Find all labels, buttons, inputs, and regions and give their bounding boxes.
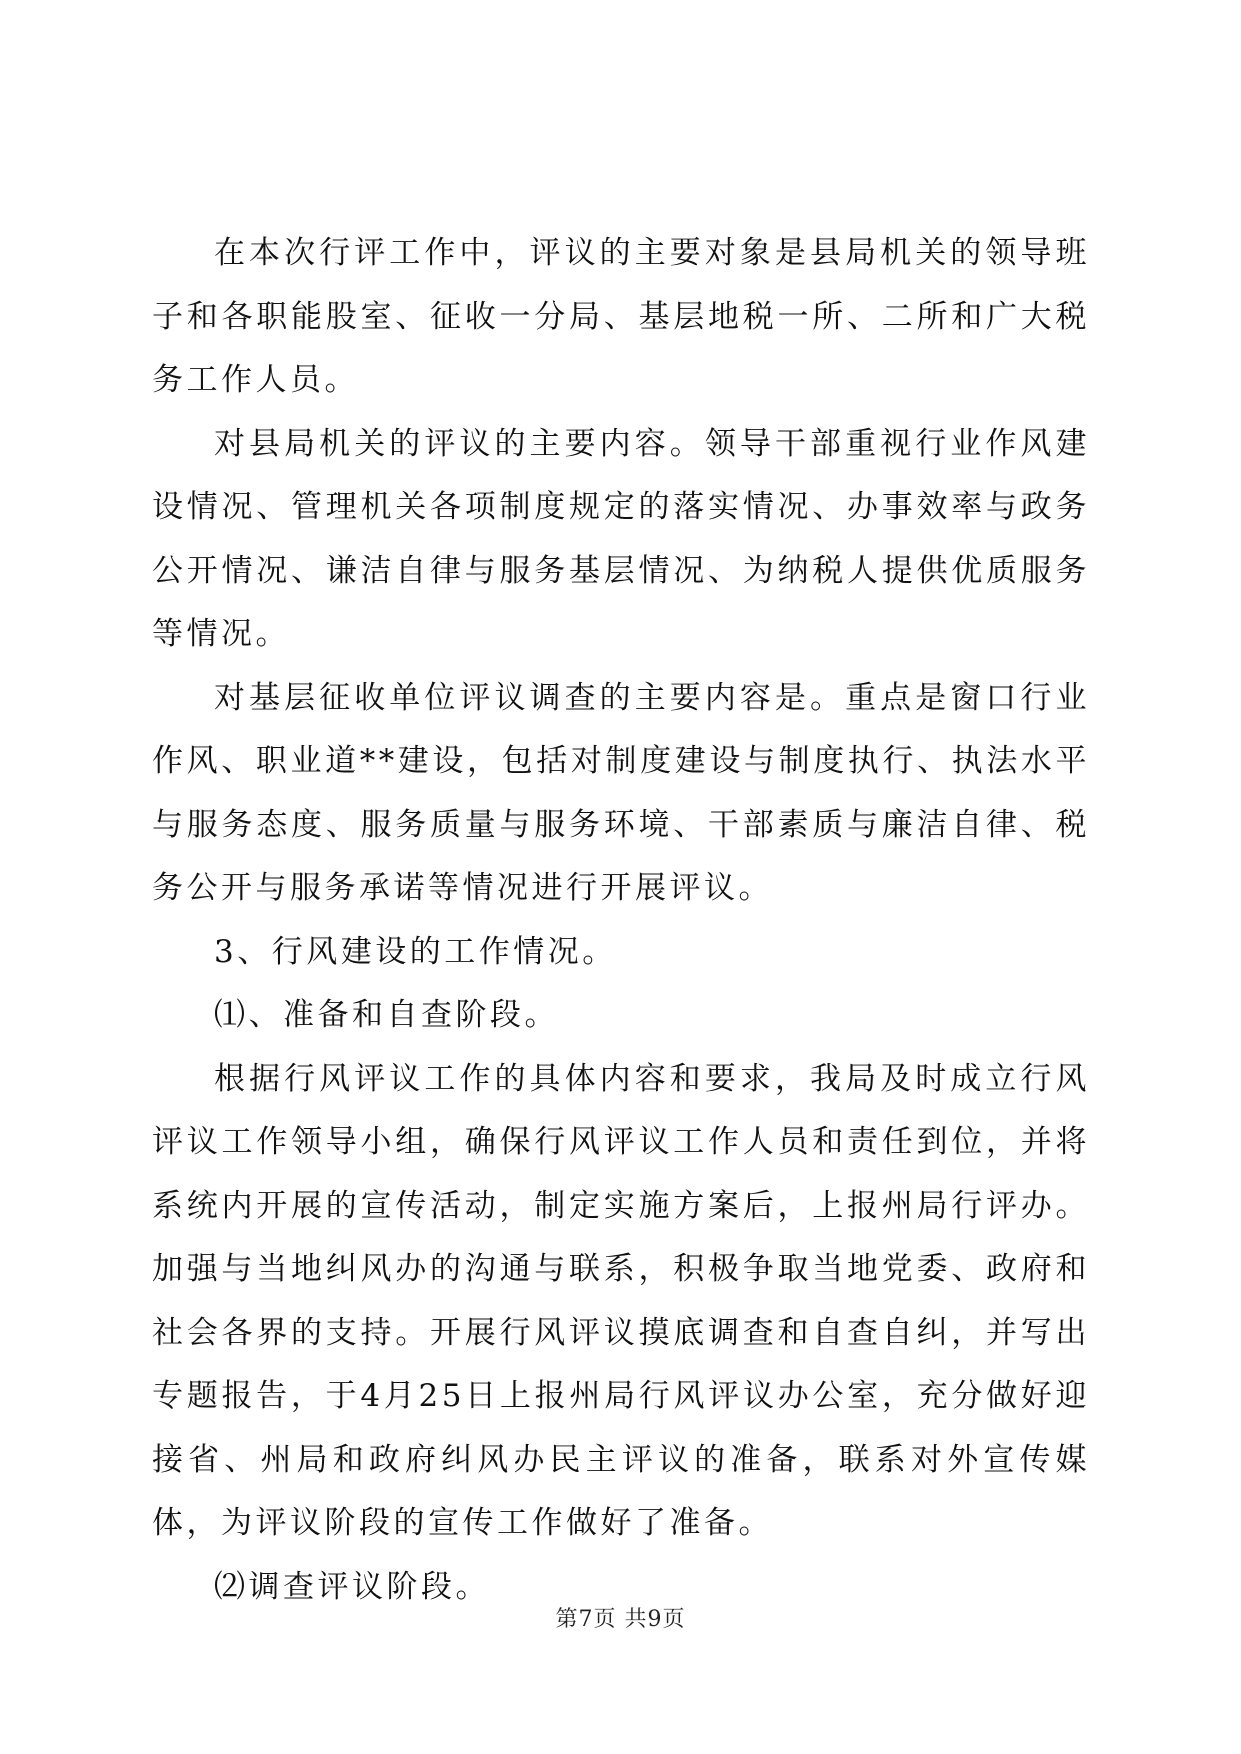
paragraph-county-bureau-content: 对县局机关的评议的主要内容。领导干部重视行业作风建设情况、管理机关各项制度规定的落实情况、办事效率与政务公开情况、谦洁自律与服务基层情况、为纳税人提供优质服务等情况。 <box>152 425 1090 652</box>
paragraph-evaluation-targets: 在本次行评工作中，评议的主要对象是县局机关的领导班子和各职能股室、征收一分局、基层地税一所、二所和广大税务工作人员。 <box>152 235 1090 398</box>
document-body <box>152 222 1090 1619</box>
subheading-preparation-stage: ⑴、准备和自查阶段。 <box>214 997 559 1033</box>
paragraph-grassroots-content: 对基层征收单位评议调查的主要内容是。重点是窗口行业作风、职业道**建设，包括对制度建设与制度执行、执法水平与服务态度、服务质量与服务环境、干部素质与廉洁自律、税务公开与服务承诺等情况进行开展评议。 <box>152 679 1090 906</box>
page-number-footer: 第7页 共9页 <box>555 1607 686 1632</box>
subheading-survey-stage: ⑵调查评议阶段。 <box>214 1568 490 1605</box>
paragraph-preparation-details: 根据行风评议工作的具体内容和要求，我局及时成立行风评议工作领导小组，确保行风评议工作人员和责任到位，并将系统内开展的宣传活动，制定实施方案后，上报州局行评办。加强与当地纠风办的沟通与联系，积极争取当地党委、政府和社会各界的支持。开展行风评议摸底调查和自查自纠，并写出专题报告，于4月25日上报州局行风评议办公室，充分做好迎接省、州局和政府纠风办民主评议的准备，联系对外宣传媒体，为评议阶段的宣传工作做好了准备。 <box>152 1060 1090 1541</box>
section-heading-work-status: 3、行风建设的工作情况。 <box>214 933 617 970</box>
